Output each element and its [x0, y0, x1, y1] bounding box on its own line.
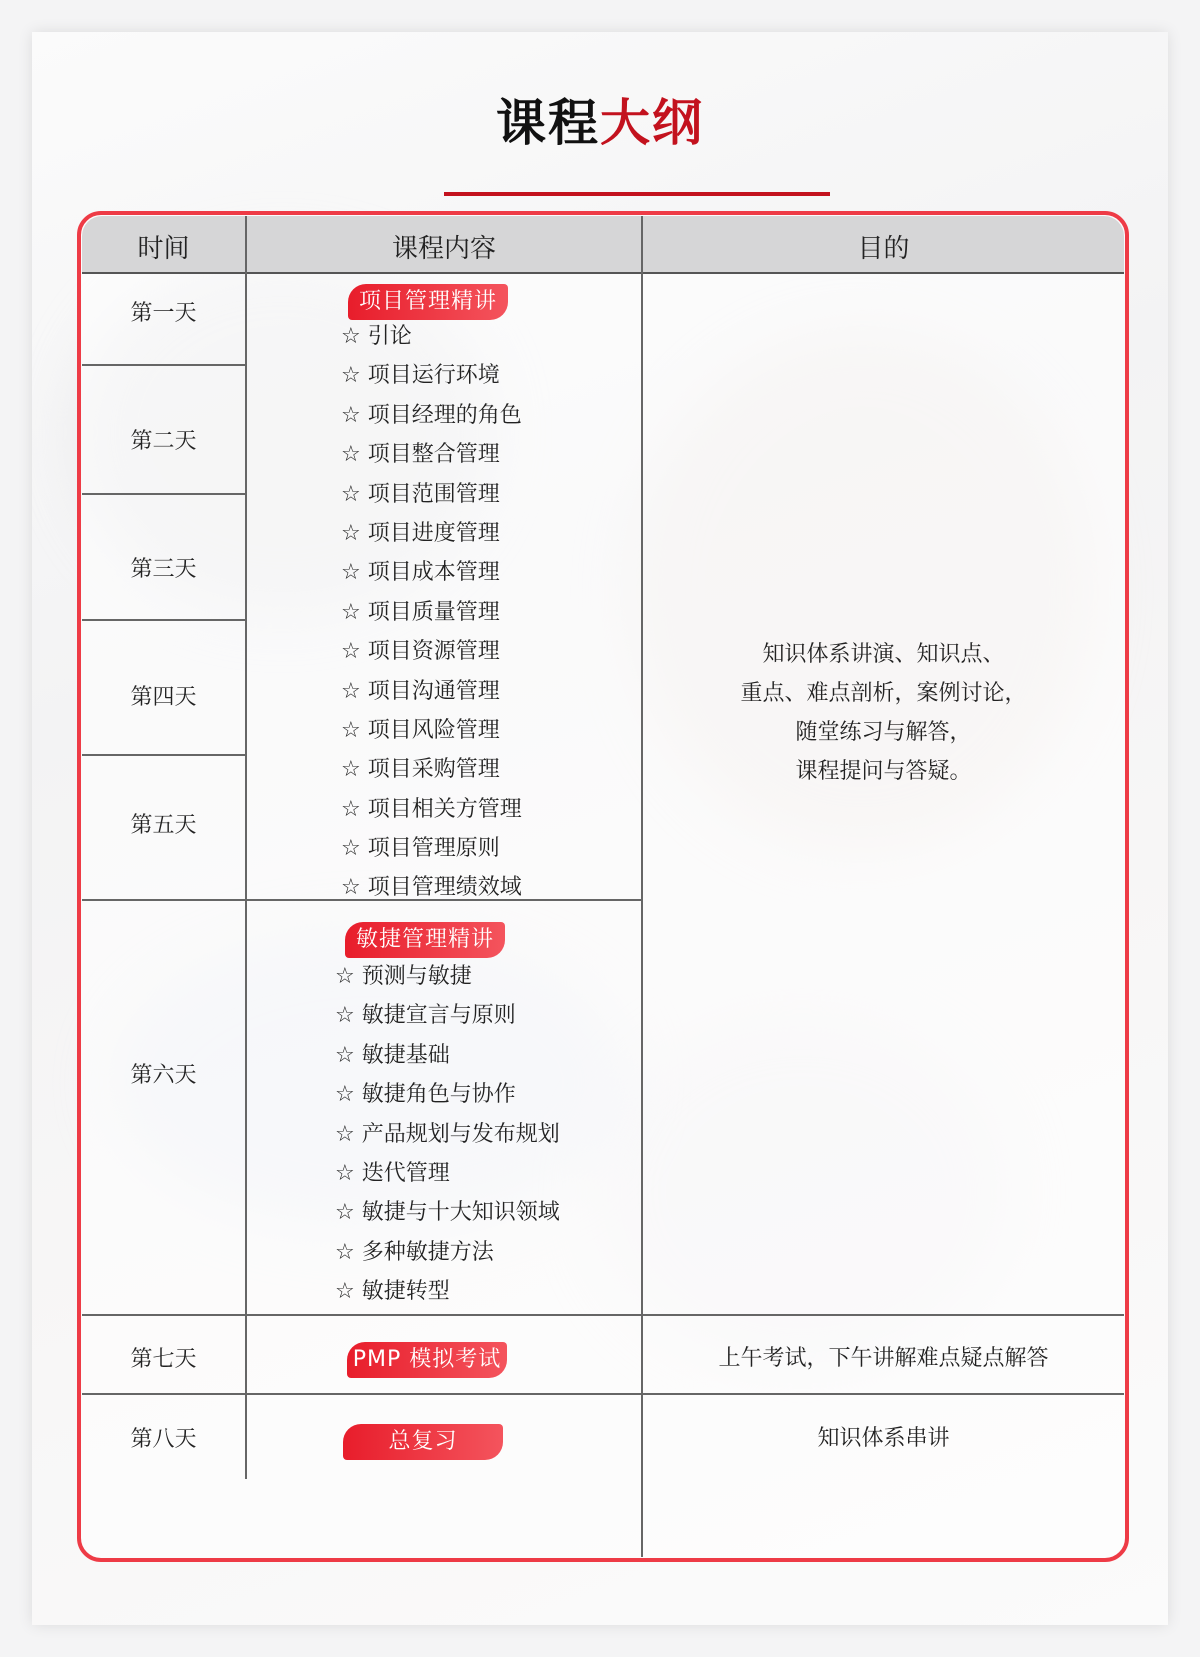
day-label-4: 第四天	[130, 685, 197, 710]
header-divider	[82, 272, 1124, 274]
purpose-line-3: 随堂练习与解答，	[795, 720, 972, 745]
day-label-7: 第七天	[130, 1347, 197, 1372]
list-item: ☆ 项目整合管理	[341, 442, 500, 468]
title-part-2: 大纲	[600, 94, 704, 152]
list-item: ☆ 项目进度管理	[341, 520, 500, 546]
list-item: ☆ 项目管理绩效域	[341, 875, 522, 901]
title-part-1: 课程	[496, 94, 600, 152]
project-management-topics	[341, 317, 522, 908]
purpose-day8: 知识体系串讲	[817, 1426, 950, 1451]
list-item: ☆ 多种敏捷方法	[335, 1239, 494, 1265]
list-item: ☆ 项目管理原则	[341, 836, 500, 862]
list-item: ☆ 项目沟通管理	[341, 678, 500, 704]
list-item: ☆ 项目风险管理	[341, 717, 500, 743]
list-item: ☆ 项目质量管理	[341, 599, 500, 625]
list-item: ☆ 项目范围管理	[341, 481, 500, 507]
row-divider-day7	[82, 1393, 1124, 1395]
list-item: ☆ 项目资源管理	[341, 639, 500, 665]
list-item: ☆ 敏捷基础	[335, 1042, 450, 1068]
day-label-3: 第三天	[130, 557, 197, 582]
list-item: ☆ 产品规划与发布规划	[335, 1121, 560, 1147]
section-tag-project-management: 项目管理精讲	[348, 284, 508, 320]
title-underline	[444, 192, 830, 196]
list-item: ☆ 敏捷角色与协作	[335, 1082, 516, 1108]
header-content: 课程内容	[391, 234, 496, 264]
course-table	[82, 216, 1124, 1557]
section-tag-agile-management: 敏捷管理精讲	[345, 922, 505, 958]
row-divider-day6	[82, 1314, 1124, 1316]
row-divider-day1	[82, 364, 245, 366]
col-divider-1	[245, 216, 247, 1479]
row-divider-day3	[82, 619, 245, 621]
day-label-5: 第五天	[130, 813, 197, 838]
purpose-line-4: 课程提问与答疑。	[795, 759, 972, 784]
section-tag-mock-exam: PMP 模拟考试	[347, 1342, 507, 1378]
section-tag-review: 总复习	[343, 1424, 503, 1460]
list-item: ☆ 项目相关方管理	[341, 796, 522, 822]
list-item: ☆ 敏捷宣言与原则	[335, 1003, 516, 1029]
list-item: ☆ 项目运行环境	[341, 363, 500, 389]
list-item: ☆ 迭代管理	[335, 1160, 450, 1186]
purpose-main	[643, 635, 1124, 791]
purpose-line-2: 重点、难点剖析，案例讨论，	[740, 681, 1027, 706]
list-item: ☆ 预测与敏捷	[335, 964, 472, 989]
list-item: ☆ 引论	[341, 324, 412, 349]
day-label-8: 第八天	[130, 1427, 197, 1452]
day-label-1: 第一天	[130, 301, 197, 326]
list-item: ☆ 项目成本管理	[341, 560, 500, 586]
row-divider-day4	[82, 754, 245, 756]
header-time: 时间	[137, 234, 190, 264]
day-label-2: 第二天	[130, 429, 197, 454]
row-divider-day2	[82, 493, 245, 495]
page-title	[32, 92, 1168, 154]
purpose-day7: 上午考试，下午讲解难点疑点解答	[718, 1346, 1049, 1371]
list-item: ☆ 项目经理的角色	[341, 402, 522, 428]
list-item: ☆ 敏捷与十大知识领域	[335, 1200, 560, 1226]
day-label-6: 第六天	[130, 1063, 197, 1088]
header-purpose: 目的	[857, 234, 910, 264]
agile-management-topics	[335, 957, 560, 1312]
list-item: ☆ 项目采购管理	[341, 757, 500, 783]
purpose-line-1: 知识体系讲演、知识点、	[762, 642, 1005, 667]
list-item: ☆ 敏捷转型	[335, 1279, 450, 1305]
